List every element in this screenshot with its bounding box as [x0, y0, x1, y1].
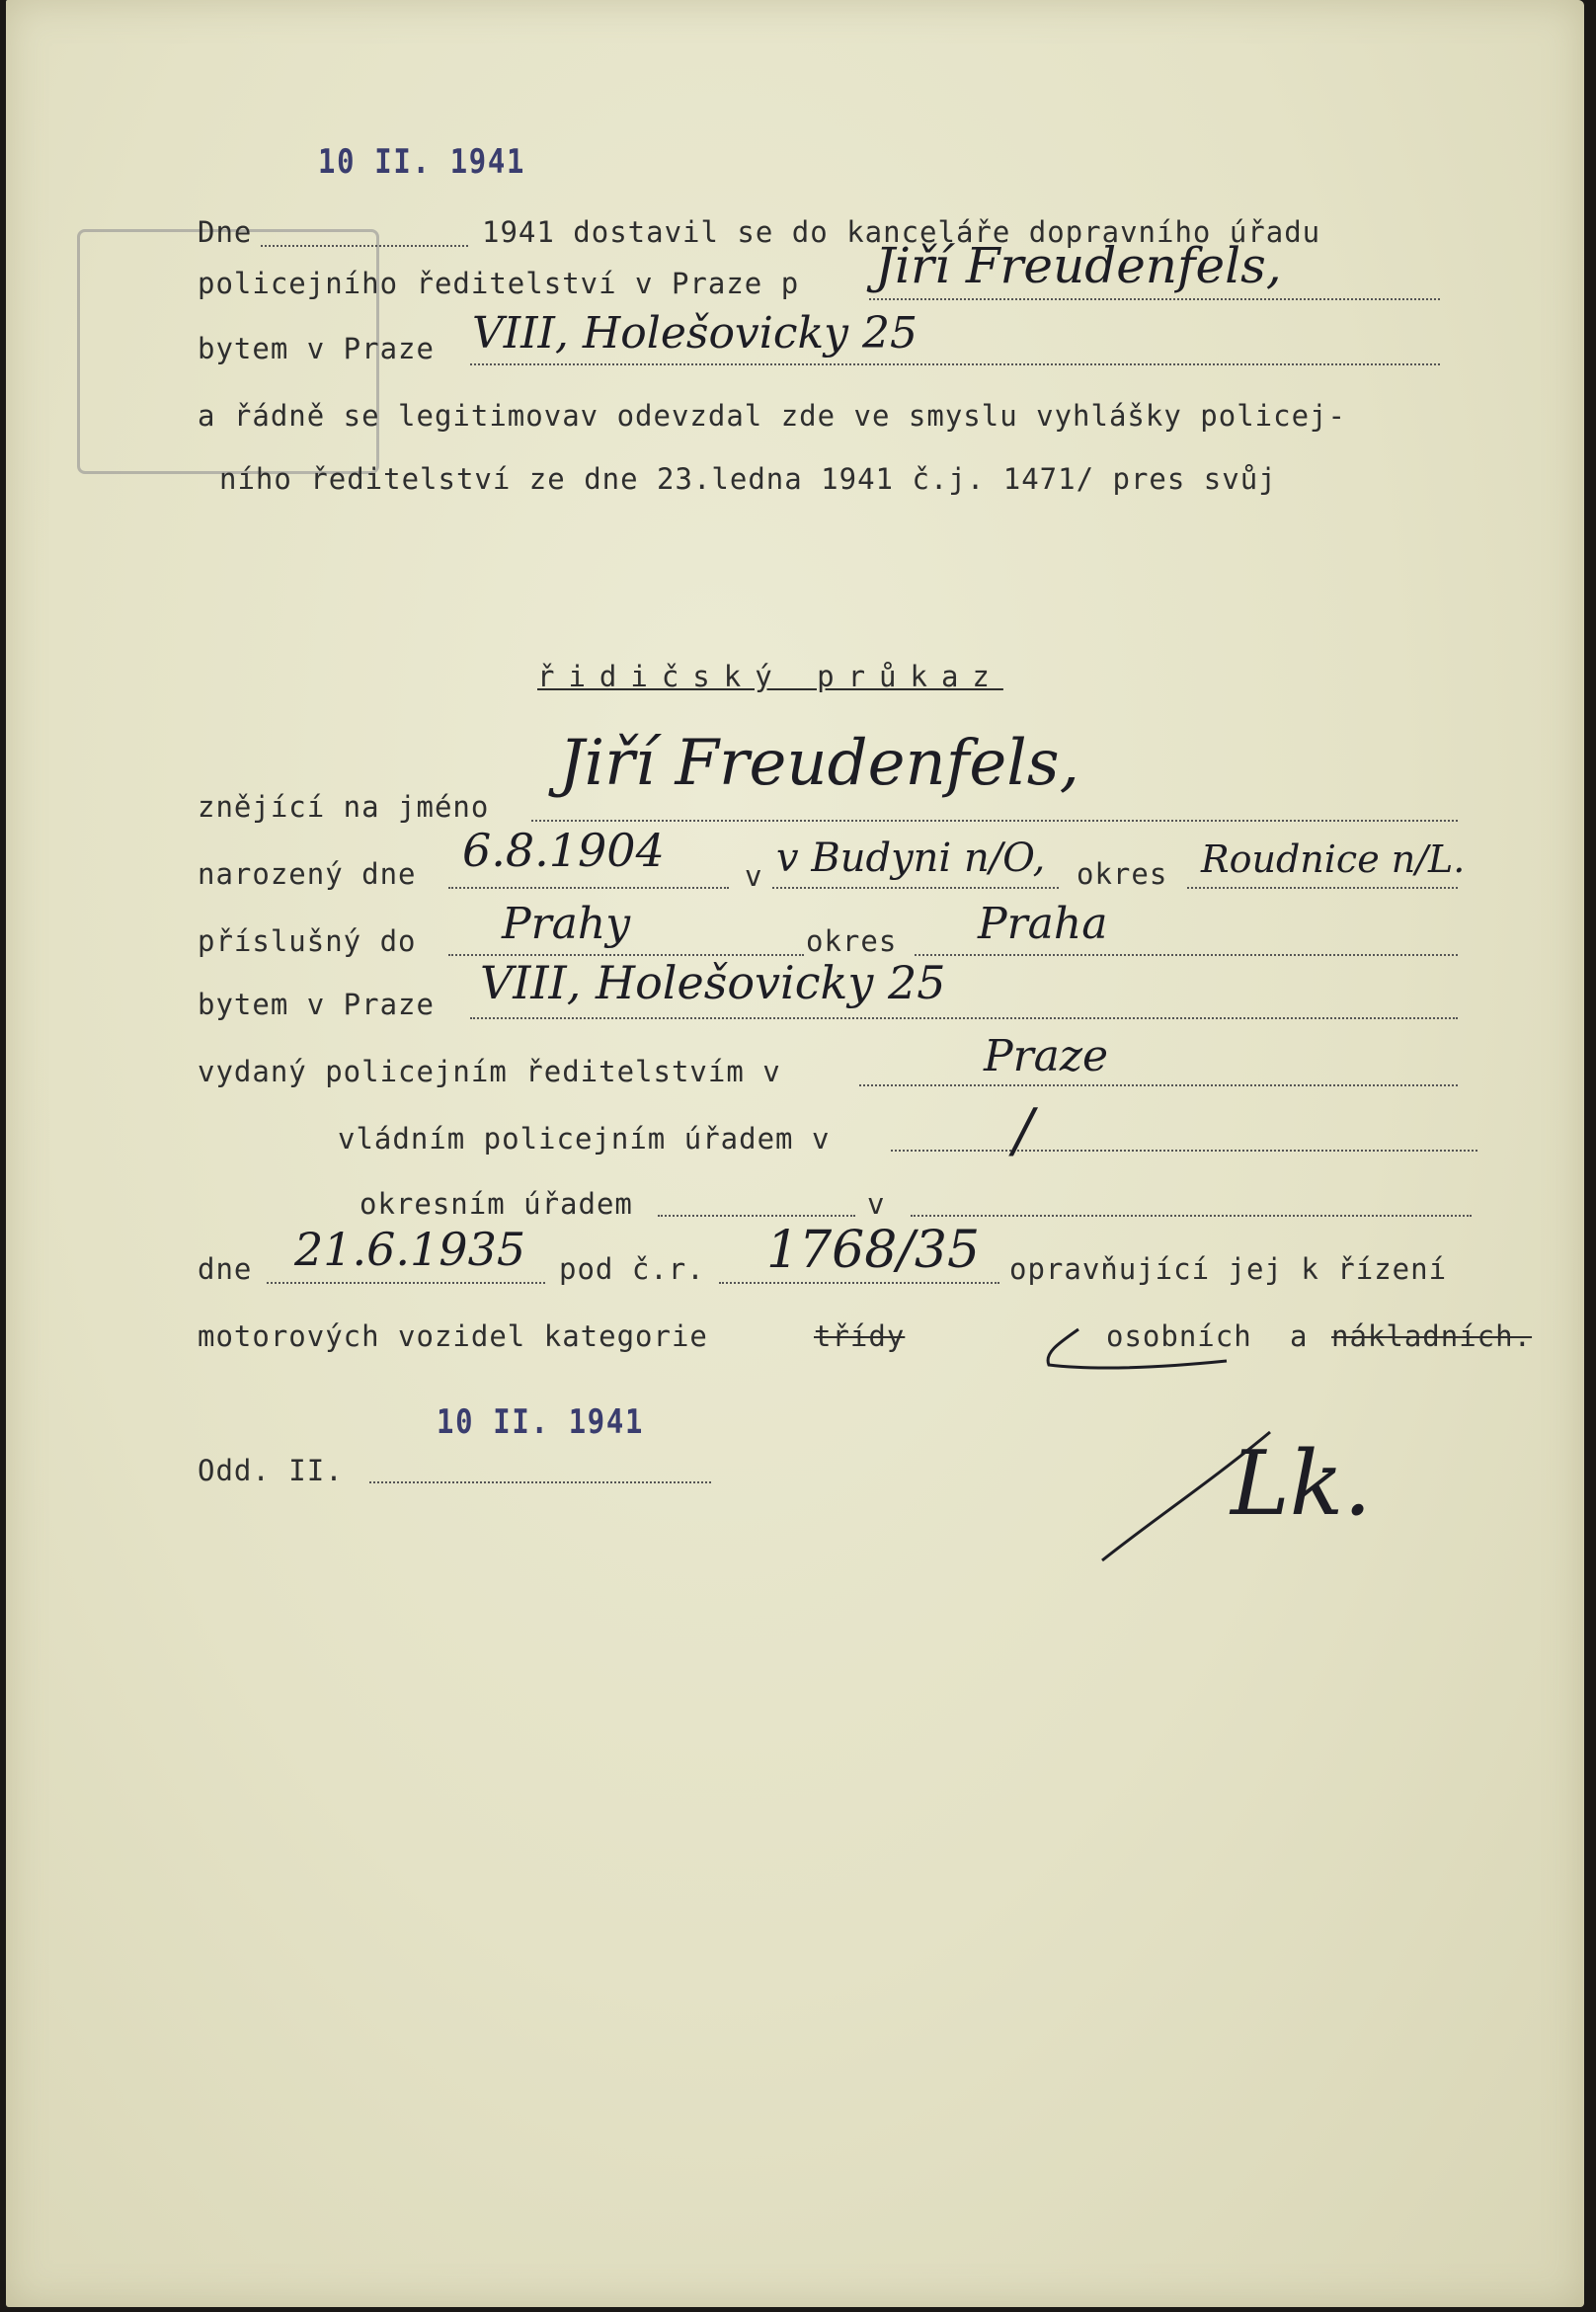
signature: Lk. [1231, 1432, 1372, 1536]
line1-date-blank [261, 245, 468, 247]
line1-text: 1941 dostavil se do kanceláře dopravního úřadu [482, 215, 1321, 249]
label-name: znějící na jméno [198, 790, 490, 824]
gov-office-blank [891, 1150, 1477, 1152]
label-domicile: příslušný do [198, 924, 417, 958]
department-blank [369, 1481, 711, 1483]
label-issued-by: vydaný policejním ředitelstvím v [198, 1055, 781, 1088]
district-office-place-blank [911, 1215, 1472, 1217]
handwritten-gov-office: / [1013, 1096, 1034, 1165]
handwritten-birth-place: v Budyni n/O, [776, 836, 1046, 881]
label-reg-no: pod č.r. [559, 1252, 705, 1286]
document-page [6, 0, 1584, 2307]
label-district-office: okresním úřadem [359, 1187, 633, 1221]
handwritten-birth-date: 6.8.1904 [462, 824, 665, 877]
address-blank [470, 1017, 1458, 1019]
name-blank [531, 820, 1458, 822]
label-entitling: opravňující jej k řízení [1009, 1252, 1448, 1286]
label-class-struck: třídy [814, 1319, 906, 1353]
district1-blank [1187, 887, 1458, 889]
label-gov-office: vládním policejním úřadem v [338, 1122, 831, 1156]
line4-text: a řádně se legitimovav odevzdal zde ve smyslu vyhlášky policej- [198, 399, 1346, 433]
line3-address-blank [470, 363, 1440, 365]
line1-dne-label: Dne [198, 215, 253, 249]
label-passenger: osobních [1106, 1319, 1252, 1353]
line5-text: ního ředitelství ze dne 23.ledna 1941 č.j. 1471/ pres svůj [219, 462, 1277, 496]
label-department: Odd. II. [198, 1454, 344, 1487]
handwritten-issue-date: 21.6.1935 [294, 1223, 526, 1276]
label-issue-date: dne [198, 1252, 253, 1286]
document-heading: řidičský průkaz [537, 660, 1003, 693]
handwritten-address-top: VIII, Holešovicky 25 [472, 308, 918, 359]
handwritten-name: Jiří Freudenfels, [559, 727, 1079, 800]
label-born: narozený dne [198, 857, 417, 891]
date-stamp-top: 10 II. 1941 [318, 142, 526, 182]
label-district-office-in: v [867, 1187, 886, 1221]
handwritten-issued-by: Praze [984, 1031, 1109, 1081]
district-office-blank [658, 1215, 855, 1217]
signature-stroke [1092, 1412, 1389, 1590]
birthdate-blank [448, 887, 729, 889]
label-and: a [1290, 1319, 1309, 1353]
handwritten-name-top: Jiří Freudenfels, [875, 237, 1282, 294]
handwritten-birth-district: Roudnice n/L. [1201, 837, 1466, 881]
handwritten-domicile: Prahy [502, 899, 631, 949]
label-vehicles: motorových vozidel kategorie [198, 1319, 708, 1353]
issue-date-blank [267, 1282, 545, 1284]
label-district1: okres [1077, 857, 1168, 891]
label-address: bytem v Praze [198, 988, 435, 1021]
label-freight-struck: nákladních. [1331, 1319, 1533, 1353]
label-district2: okres [806, 924, 898, 958]
reg-no-blank [719, 1282, 999, 1284]
handwritten-address: VIII, Holešovicky 25 [480, 956, 946, 1009]
line2-name-blank [869, 298, 1440, 300]
handwritten-reg-no: 1768/35 [766, 1221, 981, 1280]
line3-text: bytem v Praze [198, 332, 435, 365]
label-born-in: v [745, 859, 763, 893]
handwritten-domicile-district: Praha [978, 899, 1108, 949]
issued-by-blank [859, 1084, 1458, 1086]
line2-text: policejního ředitelství v Praze p [198, 267, 800, 300]
handwritten-underline-mark [1039, 1323, 1237, 1383]
district2-blank [915, 954, 1458, 956]
date-stamp-bottom: 10 II. 1941 [437, 1402, 645, 1442]
birthplace-blank [772, 887, 1059, 889]
